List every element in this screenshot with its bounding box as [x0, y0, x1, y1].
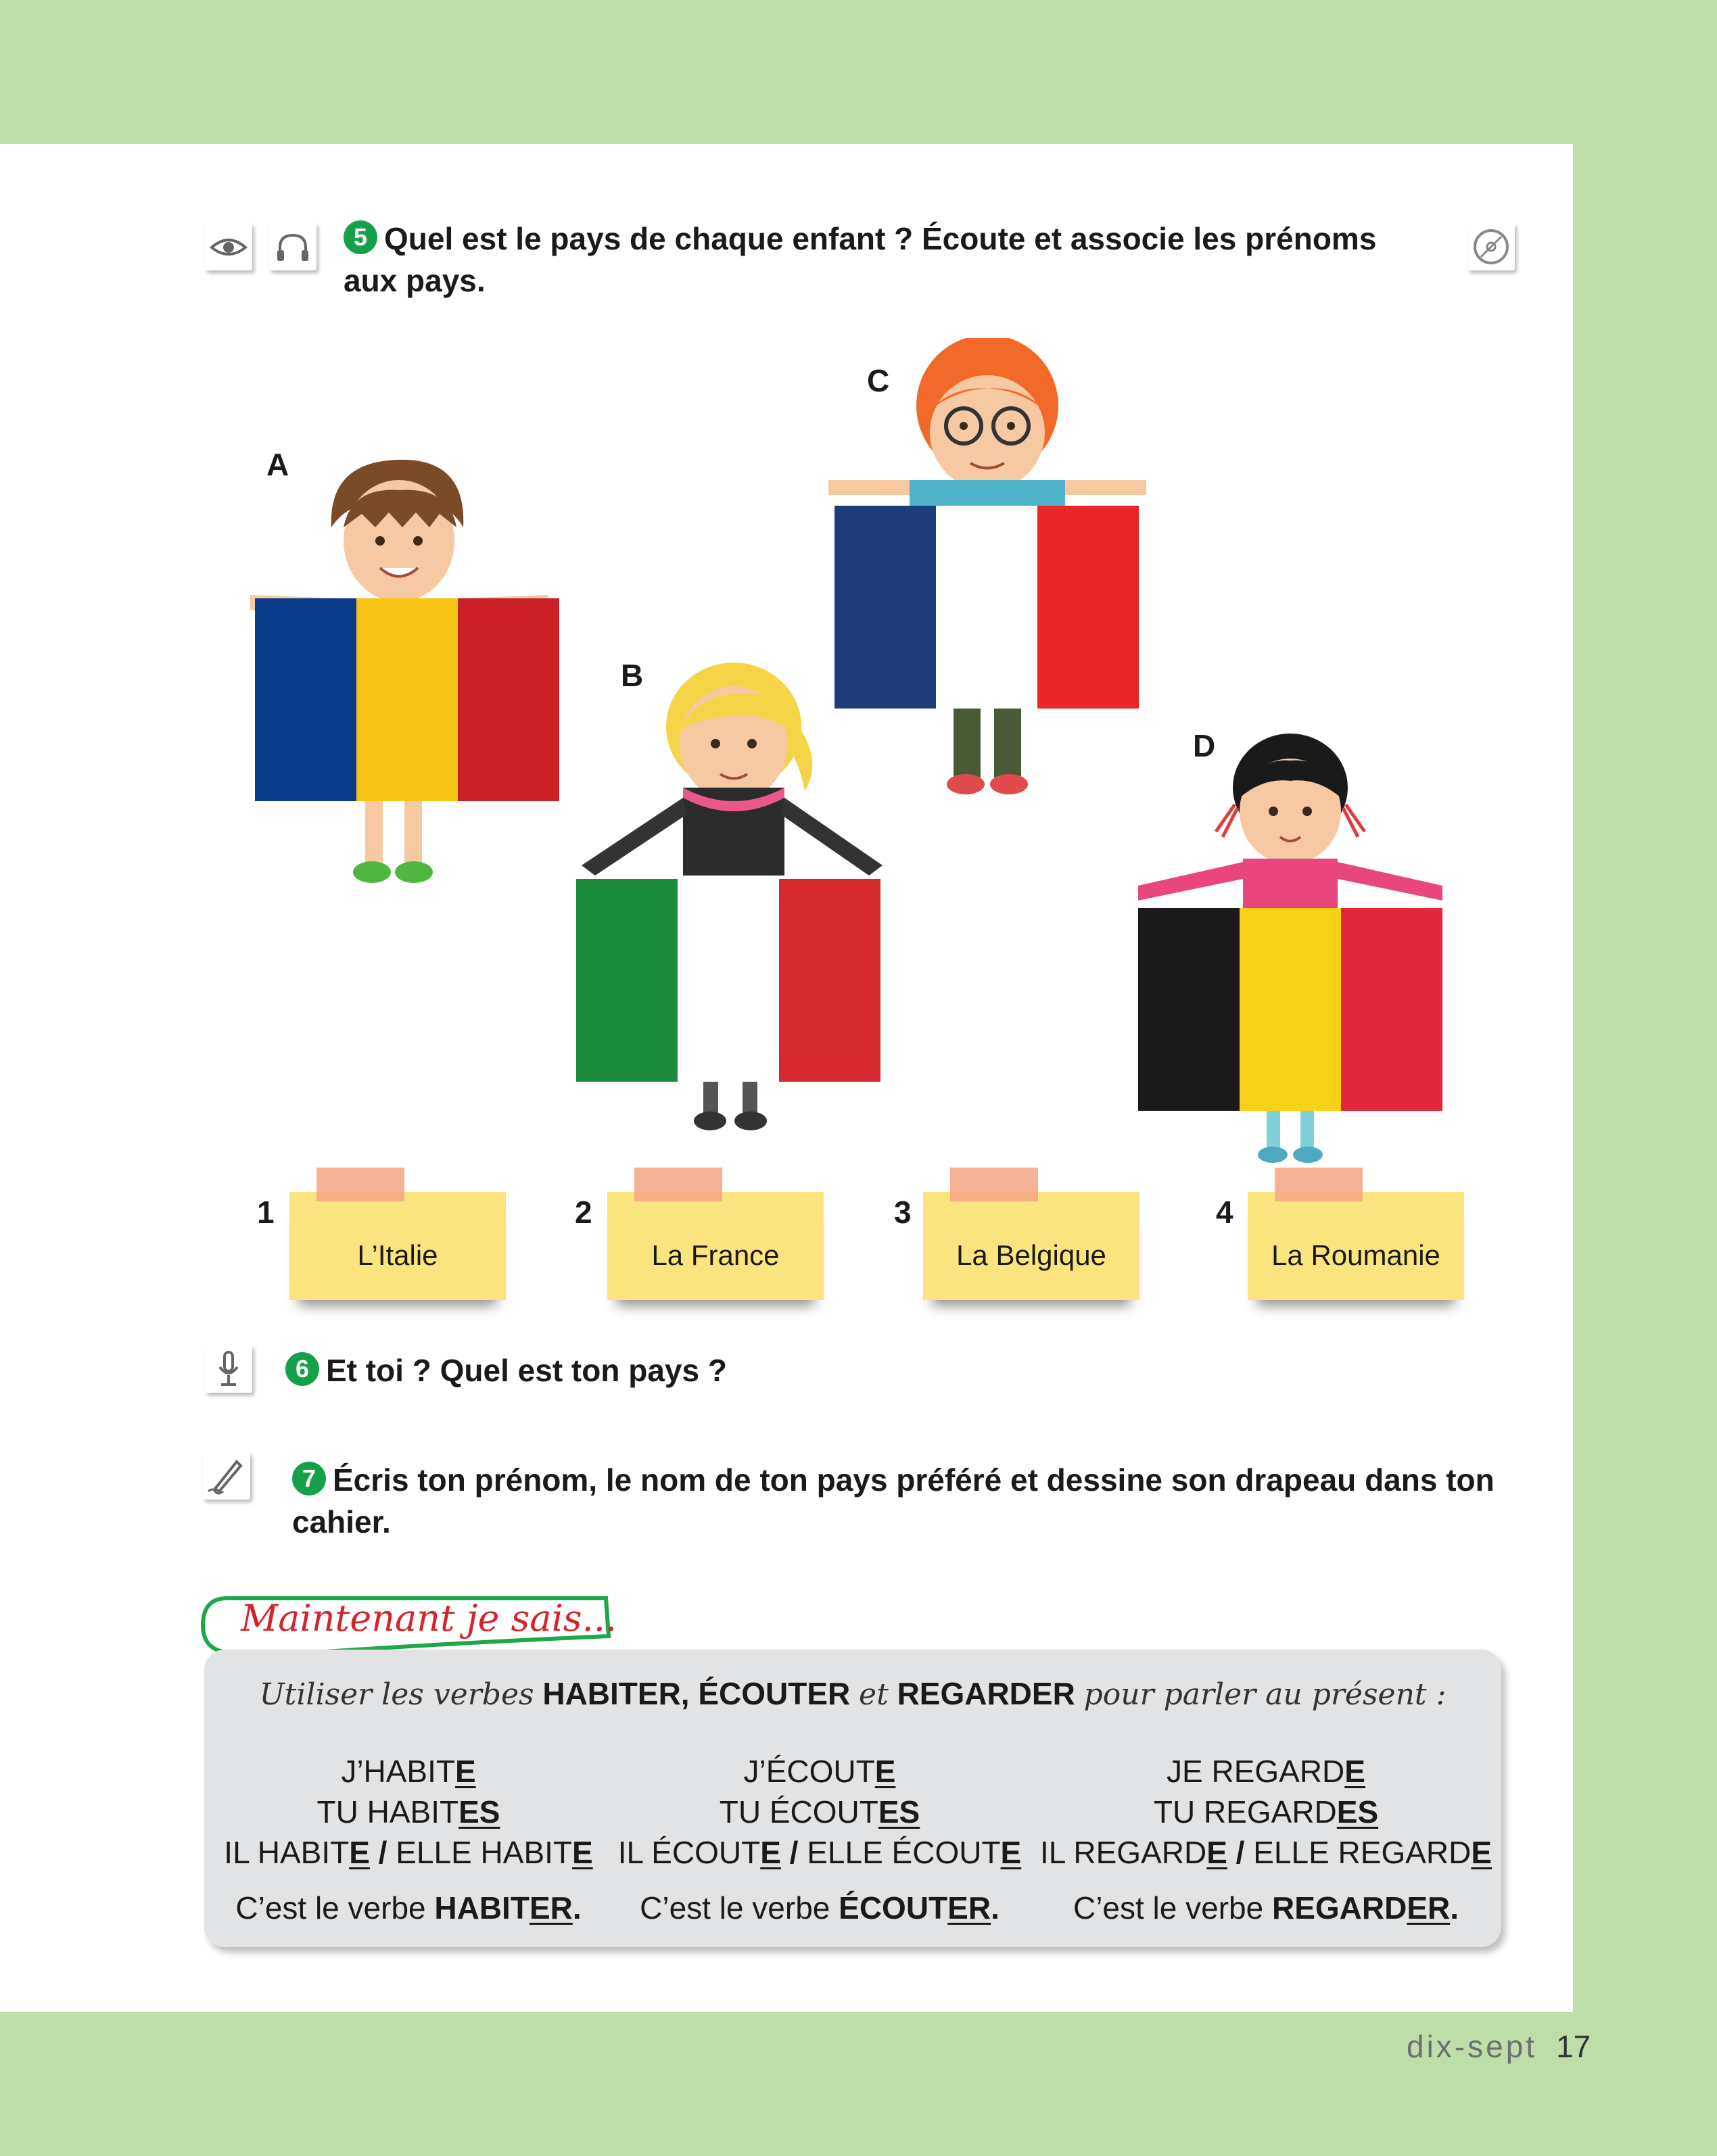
child-letter: C [867, 363, 890, 398]
country-note: La Roumanie [1248, 1192, 1464, 1300]
conjugation-ecouter: J’ÉCOUTE TU ÉCOUTES IL ÉCOUTE / ELLE ÉCOUTE C’est le verbe ÉCOUTER. [617, 1754, 1022, 1925]
page-footer [1407, 2028, 1591, 2065]
page-number: 17 [1556, 2029, 1591, 2064]
flag-d [1138, 908, 1442, 1111]
note-number: 2 [575, 1195, 592, 1230]
exercise-5-number: 5 [344, 220, 377, 254]
grammar-intro: Utiliser les verbes HABITER, ÉCOUTER et REGARDER pour parler au présent : [259, 1676, 1446, 1712]
grammar-box [204, 1650, 1501, 1947]
cd-icon [1467, 223, 1515, 270]
country-note: L’Italie [289, 1192, 506, 1300]
conjugation-regarder: JE REGARDE TU REGARDES IL REGARDE / ELLE REGARDE C’est le verbe REGARDER. [1039, 1754, 1492, 1925]
country-note: La France [607, 1192, 824, 1300]
country-note: La Belgique [923, 1192, 1139, 1300]
note-number: 3 [894, 1195, 912, 1230]
exercise-6-number: 6 [285, 1352, 319, 1386]
flag-b [576, 879, 880, 1082]
eye-icon [205, 223, 252, 270]
child-letter: B [621, 658, 644, 693]
conjugation-habiter: J’HABITE TU HABITES IL HABITE / ELLE HABITE C’est le verbe HABITER. [224, 1754, 593, 1925]
summary-title: Maintenant je sais... [241, 1597, 617, 1639]
note-number: 1 [257, 1195, 275, 1230]
headphones-icon [269, 223, 316, 270]
note-number: 4 [1216, 1195, 1233, 1230]
pencil-icon [203, 1452, 250, 1500]
page-word: dix-sept [1407, 2029, 1538, 2064]
child-letter: D [1193, 728, 1216, 763]
exercise-7-number: 7 [292, 1462, 326, 1495]
exercise-5-instruction: 5 Quel est le pays de chaque enfant ? Écoute et associe les prénoms aux pays. [344, 221, 1377, 298]
microphone-icon [205, 1345, 252, 1393]
exercise-6-instruction: 6 Et toi ? Quel est ton pays ? [285, 1349, 1435, 1391]
child-letter: A [266, 447, 289, 482]
flag-a [255, 598, 559, 801]
exercise-7-instruction: 7 Écris ton prénom, le nom de ton pays préféré et dessine son drapeau dans ton cahier. [292, 1462, 1495, 1539]
